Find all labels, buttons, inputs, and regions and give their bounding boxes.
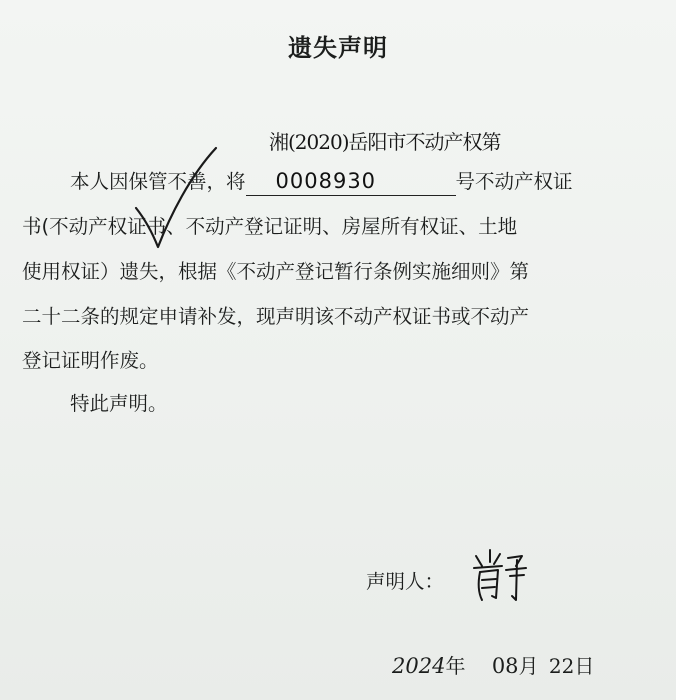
paragraph-line-4: 二十二条的规定申请补发，现声明该不动产权证书或不动产	[22, 305, 530, 328]
date-day: 22	[548, 654, 575, 678]
date-month-unit: 月	[518, 654, 539, 678]
paragraph-line-5: 登记证明作废。	[22, 349, 159, 372]
handwritten-signature	[470, 546, 528, 602]
certificate-number-blank	[246, 169, 456, 194]
date-month: 08	[491, 654, 519, 678]
paragraph-line-2: 书(不动产权证书、不动产登记证明、房屋所有权证、土地	[22, 215, 518, 238]
underline	[246, 195, 456, 196]
paragraph-line-1-start: 本人因保管不善，将	[70, 170, 246, 193]
declarant-label: 声明人：	[366, 570, 445, 593]
handwritten-document-number: 湘(2020)岳阳市不动产权第	[269, 130, 501, 154]
paragraph-line-1-end: 号不动产权证	[455, 170, 573, 193]
paragraph-line-3: 使用权证）遗失，根据《不动产登记暂行条例实施细则》第	[22, 260, 530, 283]
date-day-unit: 日	[574, 654, 595, 678]
date-year-unit: 年	[445, 654, 466, 678]
paragraph-line-1	[70, 166, 573, 194]
date-year: 2024	[392, 654, 446, 678]
page-title: 遗失声明	[288, 34, 388, 62]
certificate-number: 0008930	[275, 169, 377, 193]
closing-statement: 特此声明。	[70, 392, 168, 415]
declaration-date	[392, 650, 594, 679]
